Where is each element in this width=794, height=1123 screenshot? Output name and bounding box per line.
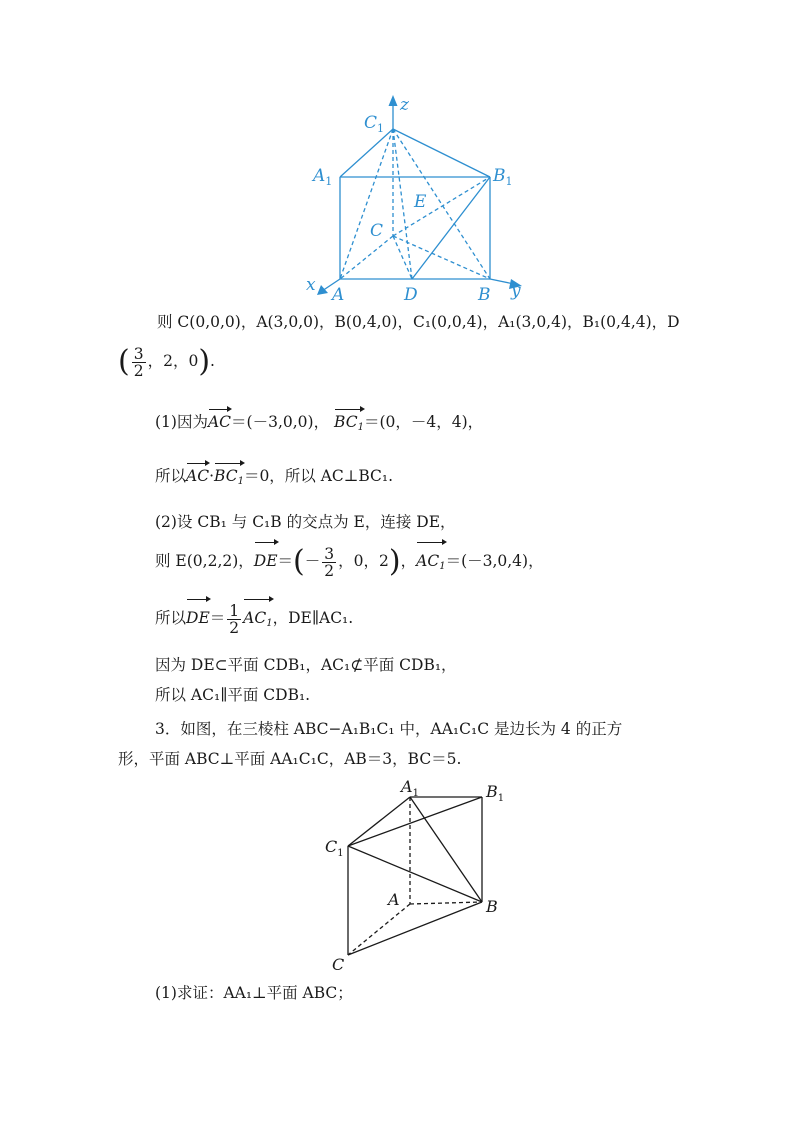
vector-AC1-2: $AC_1$ [243,602,272,640]
part1-vectors-line: (1)因为AC＝(－3,0,0)， $BC_1=(0$，－4，4)， [155,412,483,438]
figure-triangular-prism [318,774,508,980]
edge-C-B [393,236,490,279]
label-E: E [414,192,427,212]
label-B: B [478,285,491,304]
label-A: A [332,285,345,304]
vector-DE-2: DE [186,602,210,634]
question3-line1: 3．如图，在三棱柱 ABC−A₁B₁C₁ 中，AA₁C₁C 是边长为 4 的正方 [155,720,623,738]
edge-A-C [348,904,410,955]
figure-prism-coordinates [300,92,530,304]
part1-conclusion-line: 所以$AC\cdot BC_1=0$，所以 AC⊥BC₁. [155,466,393,492]
label-D: D [404,285,418,304]
vector-AC1: $AC_1$ [416,545,445,583]
z-axis-arrow-icon [389,95,398,106]
fraction-three-halves-2: $\frac{3}{2}$ [324,544,335,580]
vector-AC: AC [207,413,232,431]
edge-C1-B [393,129,490,279]
edge-A-B [410,902,482,904]
edge-C-B [348,902,482,955]
edge-C1-B1 [393,129,490,177]
label-z: z [400,95,409,115]
edge-C1-A1 [348,797,410,846]
fraction-three-halves: $\frac{3}{2}$ [133,344,144,380]
vector-AC-2: AC [186,467,210,485]
part2-therefore-line: 所以 AC₁∥平面 CDB₁. [155,686,311,704]
label-C1: $C_1$ [364,113,385,135]
part2-intro-line: (2)设 CB₁ 与 C₁B 的交点为 E，连接 DE， [155,513,456,531]
question3-line2: 形，平面 ABC⊥平面 AA₁C₁C，AB＝3，BC＝5. [118,750,462,768]
part2-vectors-line: 则 E(0,2,2)，DE＝(－ $\frac{3}{2}$ ，0，2)，$AC_1=(-3,0,4)$， [155,545,544,583]
vector-DE: DE [254,545,278,577]
point-D-coordinates: ( $\frac{3}{2}$ ，2，0). [118,344,215,380]
edge-A1-B [410,797,482,902]
x-axis-arrow-icon [317,285,328,295]
question3-part1: (1)求证：AA₁⊥平面 ABC； [155,984,353,1002]
fraction-one-half: $\frac{1}{2}$ [229,601,240,637]
label-A1: $A_1$ [313,166,333,188]
part2-because-line: 因为 DE⊂平面 CDB₁，AC₁⊄平面 CDB₁， [155,656,457,674]
coordinates-line: 则 C(0,0,0)，A(3,0,0)，B(0,4,0)，C₁(0,0,4)，A₁(3,0,4)，B₁(0,4,4)，D [157,313,680,331]
vector-BC1: $BC_1$ [334,412,364,438]
edge-C-B1 [393,177,490,236]
part2-parallel-line: 所以DE＝ $\frac{1}{2}$ $AC_1$，DE∥AC₁. [155,602,353,640]
label-A1: $A_1$ [401,777,419,799]
edge-C1-B [348,846,482,902]
label-x: x [306,275,316,295]
label-A: A [388,890,400,909]
edge-C1-A1 [340,129,393,177]
label-C: C [332,955,345,974]
edge-C1-A [340,129,393,279]
label-B1: $B_1$ [486,782,505,804]
label-C1: $C_1$ [325,837,344,859]
label-C: C [370,221,384,241]
label-y: y [511,281,521,301]
label-B: B [486,897,498,916]
label-B1: $B_1$ [493,166,513,188]
vector-BC1-2: $BC_1$ [214,466,244,492]
